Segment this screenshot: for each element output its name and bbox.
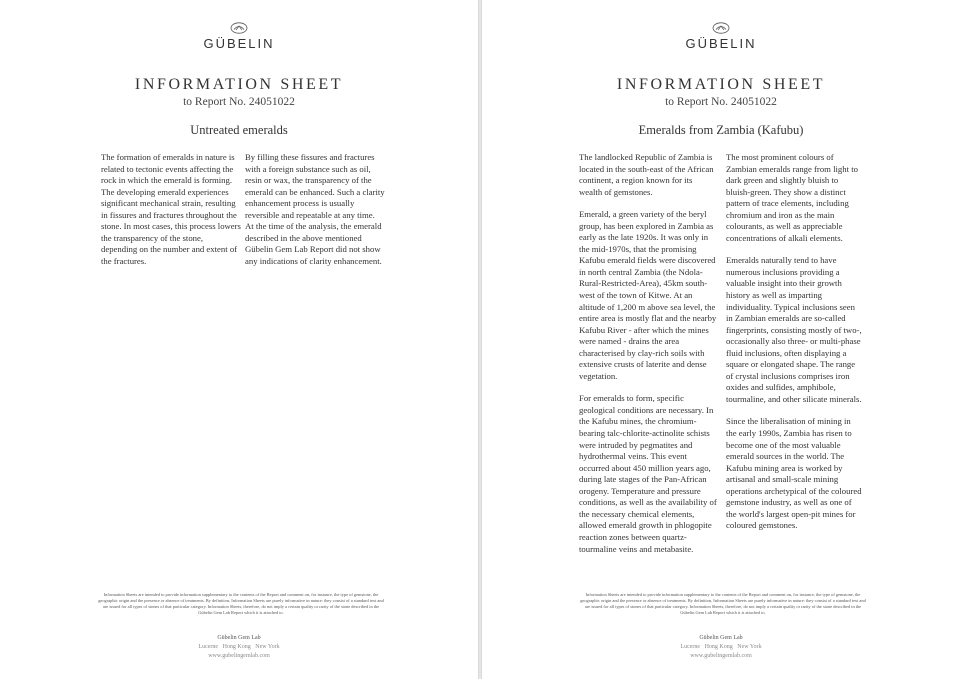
paragraph: By filling these fissures and fractures with a foreign substance such as oil, resin or wax, the transparency of the emerald can be enhanced. Such a clarity enhancement process is usually reversible and repeatable at any time. At the time of the analysis, the emerald described in the above mentioned Gübelin Gem Lab Report did not show any indications of clarity enhancement. bbox=[245, 152, 385, 266]
footer-website-link[interactable]: www.gubelingemlab.com bbox=[690, 653, 752, 659]
paragraph: For emeralds to form, specific geological conditions are necessary. In the Kafubu mines, the chromium-bearing talc-chlorite-actinolite schists were intruded by pegmatites and hydrothermal veins. This event occurred about 450 million years ago, during late stages of the Pan-African orogeny. Temperature and pressure conditions, as well as the availability of the necessary chemical elements, allowed emerald growth in phlogopite reaction zones between quartz-tourmaline veins and metabasite. bbox=[579, 393, 717, 554]
text-column-left bbox=[579, 152, 717, 566]
gubelin-logo bbox=[0, 22, 478, 51]
gubelin-logo bbox=[482, 22, 960, 51]
report-number: to Report No. 24051022 bbox=[665, 96, 777, 108]
sheet-heading: Untreated emeralds bbox=[190, 123, 288, 137]
info-sheet-zambia bbox=[482, 0, 960, 679]
paragraph: Since the liberalisation of mining in the early 1990s, Zambia has risen to become one of the most valuable emerald sources in the world. The Kafubu mining area is worked by artisanal and small-scale mining operations archetypical of the coloured gemstone industry, as well as one of the world's largest open-pit mines for coloured gemstones. bbox=[726, 416, 862, 531]
info-sheet-untreated bbox=[0, 0, 478, 679]
footer-cities: Lucerne Hong Kong New York bbox=[198, 644, 280, 650]
brand-wordmark: GÜBELIN bbox=[685, 36, 757, 51]
footer-website-link[interactable]: www.gubelingemlab.com bbox=[208, 653, 270, 659]
brand-wordmark: GÜBELIN bbox=[203, 36, 275, 51]
paragraph: The formation of emeralds in nature is related to tectonic events affecting the rock in which the emerald is forming. The developing emerald experiences significant mechanical strain, resulting in fissures and fractures throughout the stone. In most cases, this process lowers the transparency of the stone, depending on the number and extent of the fractures. bbox=[101, 152, 241, 266]
paragraph: Emerald, a green variety of the beryl group, has been explored in Zambia as early as the late 1920s. It was only in the mid-1970s, that the promising Kafubu emerald fields were discovered in north central Zambia (the Ndola-Rural-Restricted-Area), 45km south-west of the town of Kitwe. At an altitude of 1,200 m above sea level, the entire area is mostly flat and the nearby Kafubu River - after which the mines were named - drains the area characterised by clay-rich soils with extensive crusts of laterite and dense vegetation. bbox=[579, 209, 717, 381]
sheet-title: INFORMATION SHEET bbox=[134, 76, 344, 93]
sheet-title: INFORMATION SHEET bbox=[616, 76, 826, 93]
footer-lab-name: Gübelin Gem Lab bbox=[217, 635, 261, 641]
text-column-right bbox=[245, 152, 385, 278]
disclaimer-text: Information Sheets are intended to provide information supplementary to the contents of the Report and comment on, for instance, the type of gemstone, the geographic origin and the presence or absence of treatments. By definition, Information Sheets are purely informative in nature: they consist of a standard text and are issued for all types of stones of that particular category. Information Sheets, therefore, do not imply a certain quality or rarity of the stone described in the Gübelin Gem Lab Report which it is attached to. bbox=[98, 592, 384, 615]
disclaimer-text: Information Sheets are intended to provide information supplementary to the contents of the Report and comment on, for instance, the type of gemstone, the geographic origin and the presence or absence of treatments. By definition, Information Sheets are purely informative in nature: they consist of a standard text and are issued for all types of stones of that particular category. Information Sheets, therefore, do not imply a certain quality or rarity of the stone described in the Gübelin Gem Lab Report which it is attached to. bbox=[580, 592, 866, 615]
sheet-heading: Emeralds from Zambia (Kafubu) bbox=[638, 123, 804, 137]
paragraph: The most prominent colours of Zambian emeralds range from light to dark green and slightly bluish to bluish-green. They show a distinct pattern of trace elements, including chromium and iron as the main colourants, as well as appreciable concentrations of alkali elements. bbox=[726, 152, 858, 243]
gubelin-crest-icon bbox=[230, 22, 248, 34]
text-column-right bbox=[726, 152, 862, 543]
footer-cities: Lucerne Hong Kong New York bbox=[680, 644, 762, 650]
report-number: to Report No. 24051022 bbox=[183, 96, 295, 108]
paragraph: The landlocked Republic of Zambia is located in the south-east of the African continent, a region known for its wealth of gemstones. bbox=[579, 152, 714, 197]
text-column-left bbox=[101, 152, 241, 278]
gubelin-crest-icon bbox=[712, 22, 730, 34]
paragraph: Emeralds naturally tend to have numerous inclusions providing a valuable insight into their growth history as well as imparting individuality. Typical inclusions seen in Zambian emeralds are so-called fingerprints, consisting mostly of two-, occasionally also three- or multi-phase fluid inclusions, often displaying a square or elongated shape. The range of crystal inclusions comprises iron oxides and sulfides, amphibole, tourmaline, and other silicate minerals. bbox=[726, 255, 862, 404]
footer bbox=[0, 634, 478, 661]
footer bbox=[482, 634, 960, 661]
footer-lab-name: Gübelin Gem Lab bbox=[699, 635, 743, 641]
